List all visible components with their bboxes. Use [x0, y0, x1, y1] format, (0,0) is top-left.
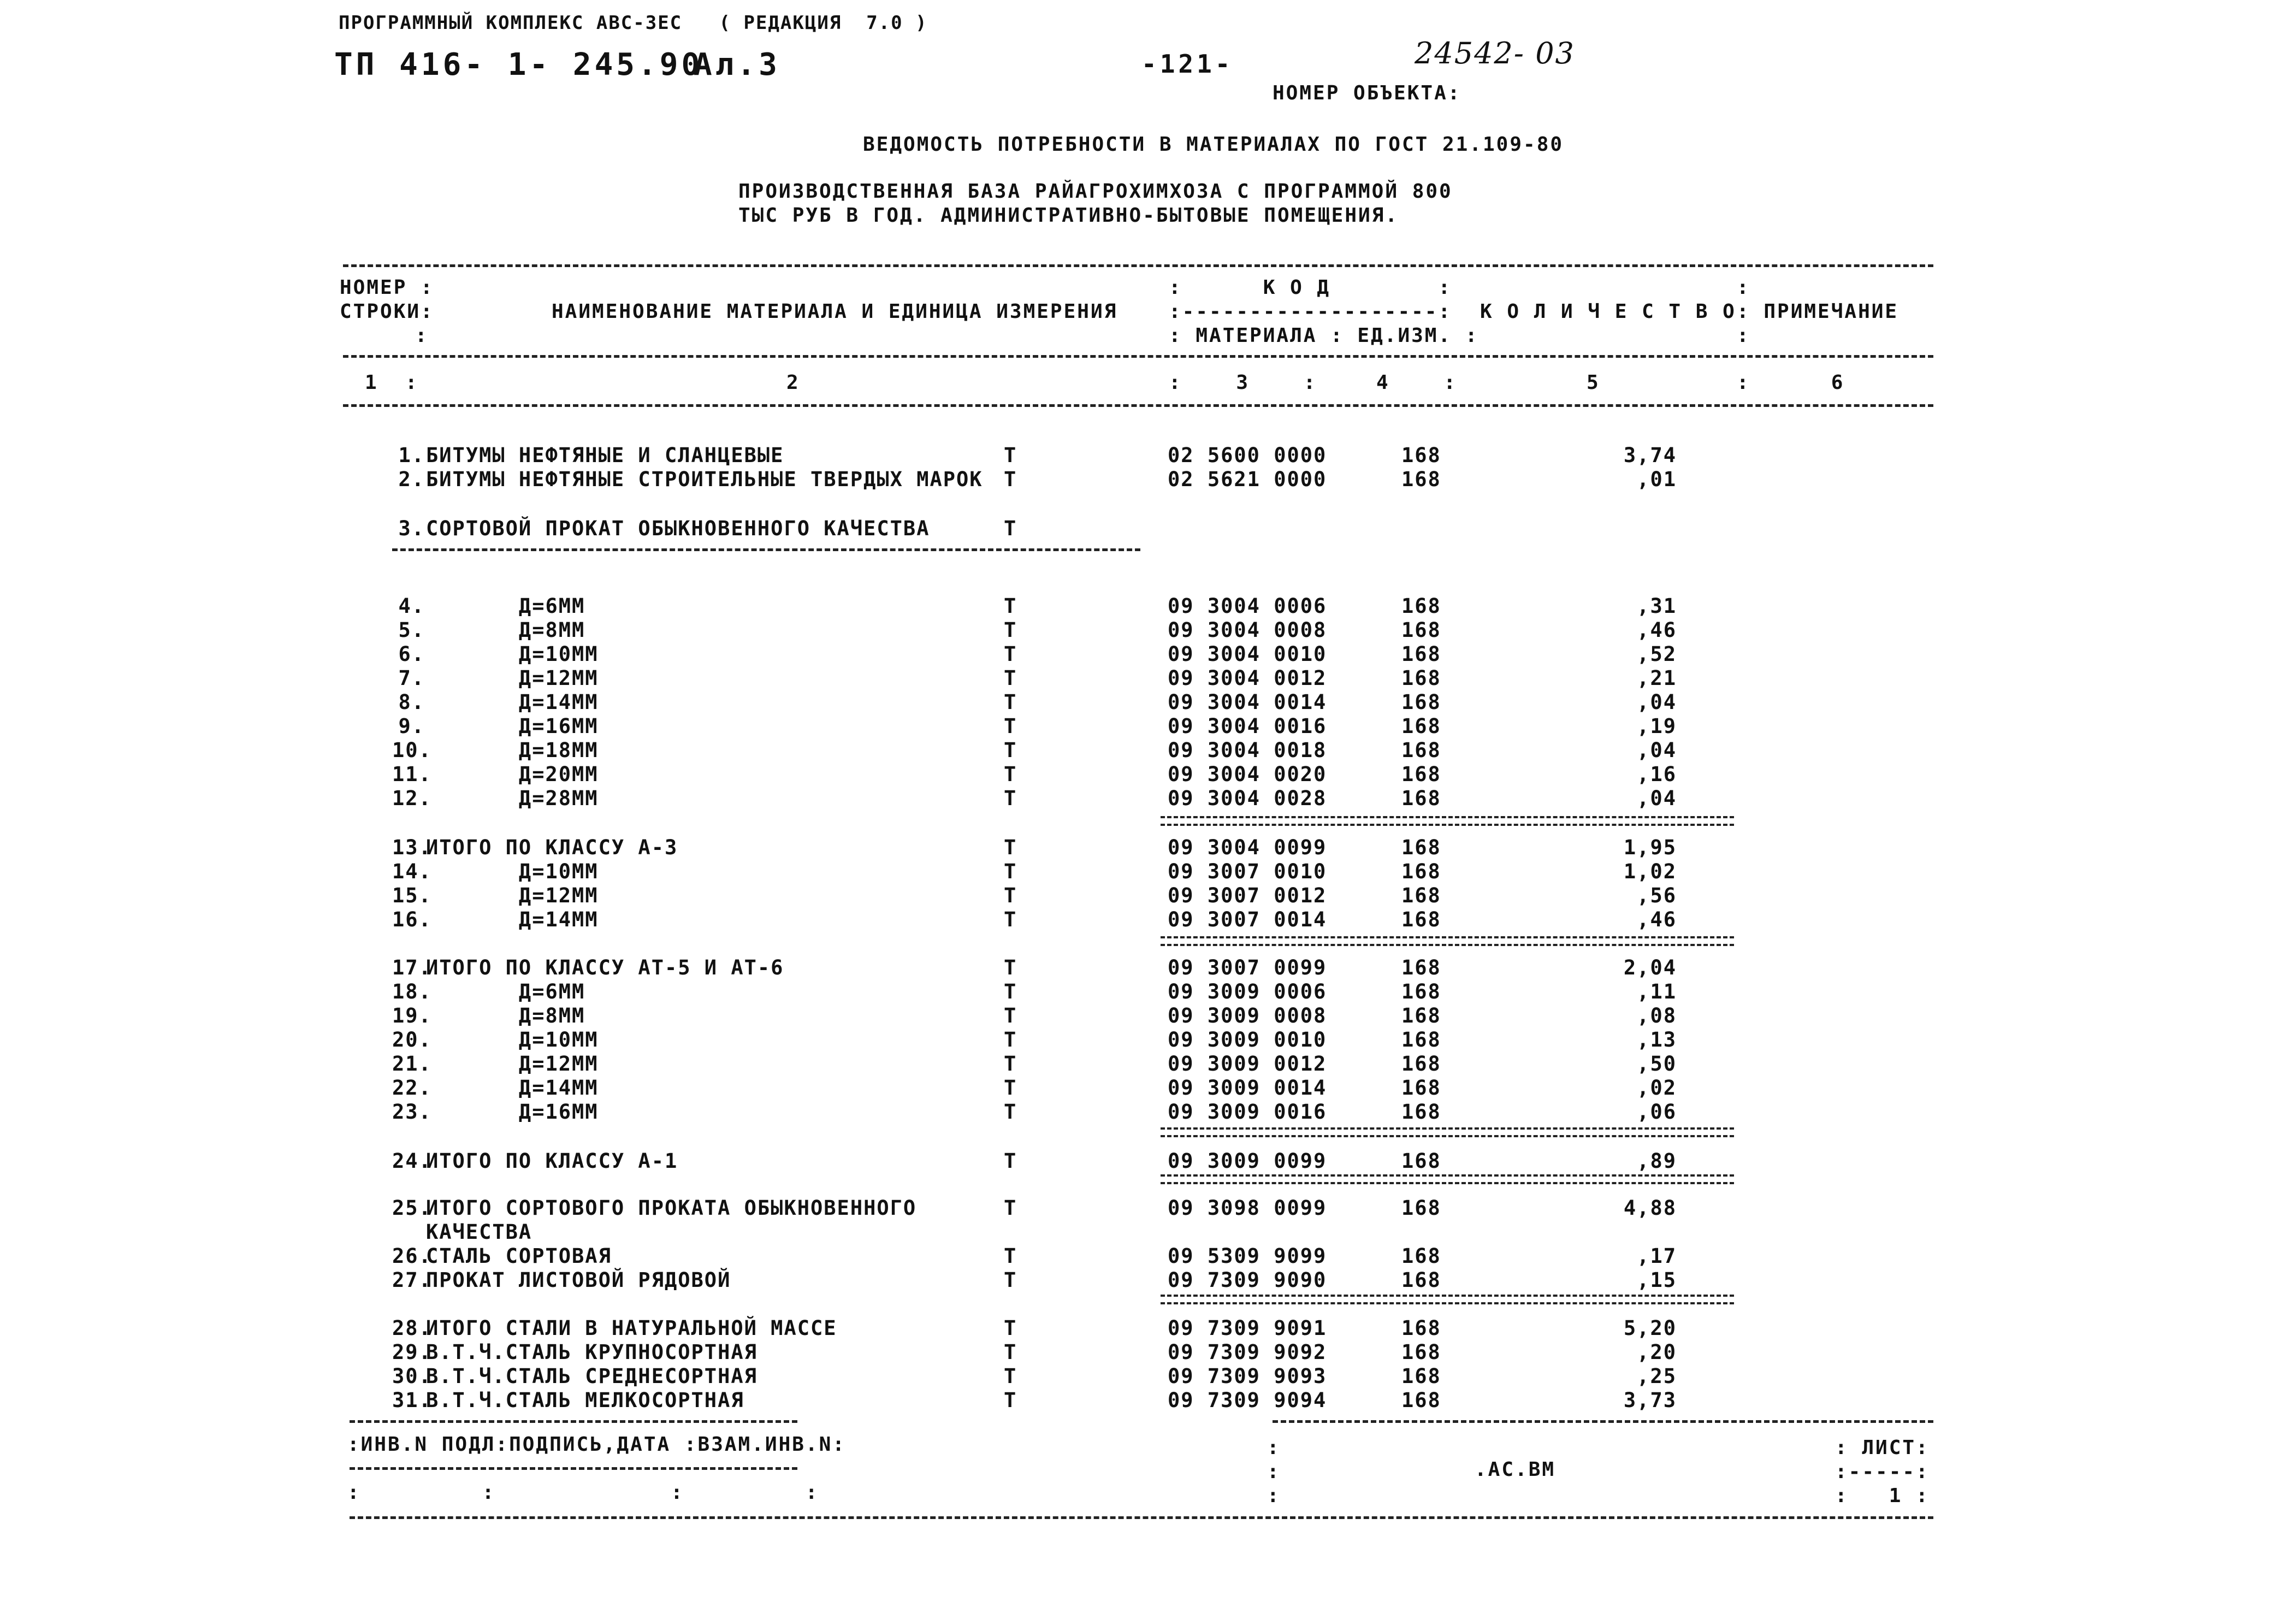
quantity: ,04 — [1637, 787, 1677, 810]
unit-of-measure: Т — [1004, 517, 1017, 540]
unit-code: 168 — [1401, 690, 1441, 714]
material-name: БИТУМЫ НЕФТЯНЫЕ СТРОИТЕЛЬНЫЕ ТВЕРДЫХ МАРОК — [426, 468, 983, 491]
project-title-line1: ПРОИЗВОДСТВЕННАЯ БАЗА РАЙАГРОХИМХОЗА С ПРОГРАММОЙ 800 — [738, 180, 1453, 203]
stamp-colon-top: : — [1267, 1437, 1281, 1459]
unit-code: 168 — [1401, 1052, 1441, 1076]
material-name: Д=16ММ — [426, 714, 599, 738]
subtotal-rule-3 — [1161, 1127, 1734, 1137]
row-number: 18. — [392, 980, 432, 1003]
material-name: КАЧЕСТВА — [426, 1220, 532, 1244]
stamp-top-rule — [350, 1420, 797, 1423]
quantity: 1,95 — [1623, 836, 1677, 859]
project-title-line2: ТЫС РУБ В ГОД. АДМИНИСТРАТИВНО-БЫТОВЫЕ ПОМЕЩЕНИЯ. — [738, 204, 1399, 227]
row-number: 31. — [392, 1388, 432, 1412]
statement-title: ВЕДОМОСТЬ ПОТРЕБНОСТИ В МАТЕРИАЛАХ ПО ГОСТ 21.109-80 — [863, 133, 1564, 156]
unit-code: 168 — [1401, 642, 1441, 666]
col-num-6: : 6 — [1737, 371, 1845, 394]
quantity: 3,74 — [1623, 444, 1677, 467]
row-number: 9. — [398, 714, 425, 738]
subtotal-rule-2 — [1161, 936, 1734, 946]
unit-of-measure: Т — [1004, 1149, 1017, 1173]
quantity: ,13 — [1637, 1028, 1677, 1051]
quantity: ,46 — [1637, 908, 1677, 931]
unit-code: 168 — [1401, 666, 1441, 690]
material-name: Д=12ММ — [426, 1052, 599, 1076]
unit-code: 168 — [1401, 1268, 1441, 1292]
material-name: Д=6ММ — [426, 980, 585, 1003]
material-code: 09 3009 0014 — [1168, 1076, 1327, 1100]
unit-of-measure: Т — [1004, 618, 1017, 642]
quantity: ,04 — [1637, 690, 1677, 714]
quantity: ,17 — [1637, 1244, 1677, 1268]
hdr-code-subcols: : МАТЕРИАЛА : ЕД.ИЗМ. : — [1169, 324, 1479, 347]
material-name: Д=8ММ — [426, 618, 585, 642]
quantity: ,31 — [1637, 594, 1677, 618]
hdr-code-top: : К О Д : — [1169, 276, 1452, 299]
unit-of-measure: Т — [1004, 444, 1017, 467]
col-num-5: 5 — [1587, 371, 1600, 394]
unit-code: 168 — [1401, 444, 1441, 467]
unit-code: 168 — [1401, 1149, 1441, 1173]
row-number: 20. — [392, 1028, 432, 1051]
row-number: 14. — [392, 860, 432, 883]
quantity: ,01 — [1637, 468, 1677, 491]
row-number: 25. — [392, 1196, 432, 1220]
material-code: 09 3004 0028 — [1168, 787, 1327, 810]
row-number: 6. — [398, 642, 425, 666]
row-number: 26. — [392, 1244, 432, 1268]
material-name: В.Т.Ч.СТАЛЬ СРЕДНЕСОРТНАЯ — [426, 1364, 758, 1388]
unit-of-measure: Т — [1004, 738, 1017, 762]
material-code: 09 3009 0006 — [1168, 980, 1327, 1003]
hdr-row-no-3: : — [415, 324, 429, 347]
stamp-colon-mid: : — [1267, 1461, 1281, 1483]
material-name: В.Т.Ч.СТАЛЬ МЕЛКОСОРТНАЯ — [426, 1388, 744, 1412]
row-number: 1. — [398, 444, 425, 467]
stamp-mid-rule — [350, 1467, 797, 1470]
material-code: 09 3004 0014 — [1168, 690, 1327, 714]
unit-of-measure: Т — [1004, 763, 1017, 786]
material-name: Д=28ММ — [426, 787, 599, 810]
material-code: 09 7309 9092 — [1168, 1340, 1327, 1364]
row-number: 3. — [398, 517, 425, 540]
material-name: Д=10ММ — [426, 642, 599, 666]
col-num-4: 4 : — [1376, 371, 1458, 394]
material-code: 09 7309 9094 — [1168, 1388, 1327, 1412]
material-name: ИТОГО СТАЛИ В НАТУРАЛЬНОЙ МАССЕ — [426, 1316, 837, 1340]
quantity: ,46 — [1637, 618, 1677, 642]
row-number: 16. — [392, 908, 432, 931]
material-name: ИТОГО ПО КЛАССУ АТ-5 И АТ-6 — [426, 956, 784, 979]
quantity: ,20 — [1637, 1340, 1677, 1364]
unit-code: 168 — [1401, 956, 1441, 979]
row-number: 29. — [392, 1340, 432, 1364]
material-name: ИТОГО ПО КЛАССУ А-3 — [426, 836, 678, 859]
unit-of-measure: Т — [1004, 1076, 1017, 1100]
material-code: 02 5621 0000 — [1168, 468, 1327, 491]
hdr-code-divider: :-------------------: — [1169, 300, 1452, 323]
material-name: ИТОГО СОРТОВОГО ПРОКАТА ОБЫКНОВЕННОГО — [426, 1196, 917, 1220]
unit-code: 168 — [1401, 1196, 1441, 1220]
hdr-note: : ПРИМЕЧАНИЕ — [1737, 300, 1899, 323]
unit-of-measure: Т — [1004, 468, 1017, 491]
material-code: 09 3098 0099 — [1168, 1196, 1327, 1220]
unit-code: 168 — [1401, 1388, 1441, 1412]
material-name: Д=12ММ — [426, 666, 599, 690]
quantity: 2,04 — [1623, 956, 1677, 979]
material-code: 09 3004 0020 — [1168, 763, 1327, 786]
row-number: 5. — [398, 618, 425, 642]
unit-code: 168 — [1401, 1100, 1441, 1124]
quantity: ,89 — [1637, 1149, 1677, 1173]
row-number: 17. — [392, 956, 432, 979]
unit-of-measure: Т — [1004, 594, 1017, 618]
page-number: -121- — [1141, 49, 1234, 79]
sheet-number: : 1 : — [1835, 1485, 1930, 1507]
material-name: БИТУМЫ НЕФТЯНЫЕ И СЛАНЦЕВЫЕ — [426, 444, 784, 467]
unit-of-measure: Т — [1004, 787, 1017, 810]
unit-of-measure: Т — [1004, 714, 1017, 738]
hdr-note-top: : — [1737, 276, 1750, 299]
unit-code: 168 — [1401, 1340, 1441, 1364]
material-code: 09 3009 0012 — [1168, 1052, 1327, 1076]
material-name: Д=16ММ — [426, 1100, 599, 1124]
unit-of-measure: Т — [1004, 1244, 1017, 1268]
hdr-row-no-2: СТРОКИ: — [340, 300, 434, 323]
row-number: 10. — [392, 738, 432, 762]
material-name: Д=18ММ — [426, 738, 599, 762]
row-number: 21. — [392, 1052, 432, 1076]
document-code: ТП 416- 1- 245.90 — [334, 47, 703, 82]
quantity: 4,88 — [1623, 1196, 1677, 1220]
material-code: 09 3007 0010 — [1168, 860, 1327, 883]
material-name: СТАЛЬ СОРТОВАЯ — [426, 1244, 612, 1268]
sheet-label: : ЛИСТ: — [1835, 1437, 1930, 1459]
unit-code: 168 — [1401, 618, 1441, 642]
section-underline — [392, 548, 1140, 551]
material-code: 09 3007 0014 — [1168, 908, 1327, 931]
quantity: 1,02 — [1623, 860, 1677, 883]
row-number: 22. — [392, 1076, 432, 1100]
row-number: 28. — [392, 1316, 432, 1340]
table-top-rule — [343, 264, 1933, 267]
unit-of-measure: Т — [1004, 666, 1017, 690]
unit-of-measure: Т — [1004, 956, 1017, 979]
quantity: ,04 — [1637, 738, 1677, 762]
row-number: 2. — [398, 468, 425, 491]
unit-code: 168 — [1401, 1076, 1441, 1100]
hdr-note-bottom: : — [1737, 324, 1750, 347]
hdr-row-no-1: НОМЕР : — [340, 276, 434, 299]
col-num-2: 2 — [786, 371, 800, 394]
unit-code: 168 — [1401, 1316, 1441, 1340]
material-code: 09 3004 0010 — [1168, 642, 1327, 666]
quantity: ,02 — [1637, 1076, 1677, 1100]
unit-code: 168 — [1401, 1028, 1441, 1051]
stamp-colon-bottom: : — [1267, 1485, 1281, 1507]
row-number: 13. — [392, 836, 432, 859]
unit-of-measure: Т — [1004, 1100, 1017, 1124]
material-code: 02 5600 0000 — [1168, 444, 1327, 467]
handwritten-number: 24542- 03 — [1415, 36, 1575, 70]
material-name: Д=14ММ — [426, 908, 599, 931]
quantity: ,52 — [1637, 642, 1677, 666]
program-name: ПРОГРАММНЫЙ КОМПЛЕКС АВС-3ЕС ( РЕДАКЦИЯ 7.0 ) — [339, 12, 928, 34]
unit-of-measure: Т — [1004, 1052, 1017, 1076]
unit-code: 168 — [1401, 860, 1441, 883]
material-name: Д=14ММ — [426, 690, 599, 714]
unit-of-measure: Т — [1004, 860, 1017, 883]
material-code: 09 7309 9093 — [1168, 1364, 1327, 1388]
quantity: ,16 — [1637, 763, 1677, 786]
quantity: ,50 — [1637, 1052, 1677, 1076]
quantity: ,56 — [1637, 884, 1677, 907]
unit-code: 168 — [1401, 884, 1441, 907]
row-number: 11. — [392, 763, 432, 786]
material-name: Д=20ММ — [426, 763, 599, 786]
subtotal-rule-4 — [1161, 1174, 1734, 1184]
unit-code: 168 — [1401, 1364, 1441, 1388]
material-name: Д=8ММ — [426, 1004, 585, 1027]
quantity: ,21 — [1637, 666, 1677, 690]
unit-code: 168 — [1401, 1244, 1441, 1268]
unit-code: 168 — [1401, 714, 1441, 738]
material-code: 09 3004 0016 — [1168, 714, 1327, 738]
page-bottom-rule — [350, 1516, 1933, 1519]
row-number: 8. — [398, 690, 425, 714]
unit-of-measure: Т — [1004, 1340, 1017, 1364]
quantity: ,15 — [1637, 1268, 1677, 1292]
row-number: 23. — [392, 1100, 432, 1124]
unit-of-measure: Т — [1004, 980, 1017, 1003]
sheet-separator: :-----: — [1835, 1461, 1930, 1483]
material-name: Д=6ММ — [426, 594, 585, 618]
unit-code: 168 — [1401, 1004, 1441, 1027]
material-name: СОРТОВОЙ ПРОКАТ ОБЫКНОВЕННОГО КАЧЕСТВА — [426, 517, 930, 540]
header-mid-rule — [343, 355, 1933, 358]
unit-code: 168 — [1401, 594, 1441, 618]
unit-of-measure: Т — [1004, 908, 1017, 931]
unit-of-measure: Т — [1004, 690, 1017, 714]
hdr-material-name: НАИМЕНОВАНИЕ МАТЕРИАЛА И ЕДИНИЦА ИЗМЕРЕНИЯ — [552, 300, 1118, 323]
material-code: 09 3004 0006 — [1168, 594, 1327, 618]
unit-of-measure: Т — [1004, 884, 1017, 907]
material-code: 09 7309 9090 — [1168, 1268, 1327, 1292]
unit-of-measure: Т — [1004, 836, 1017, 859]
col-num-1: 1 : — [365, 371, 419, 394]
material-code: 09 3007 0099 — [1168, 956, 1327, 979]
material-name: Д=10ММ — [426, 860, 599, 883]
album-number: Ал.3 — [694, 47, 780, 82]
unit-of-measure: Т — [1004, 1196, 1017, 1220]
material-name: Д=10ММ — [426, 1028, 599, 1051]
object-number-label: НОМЕР ОБЪЕКТА: — [1273, 82, 1461, 104]
unit-code: 168 — [1401, 468, 1441, 491]
material-name: ПРОКАТ ЛИСТОВОЙ РЯДОВОЙ — [426, 1268, 731, 1292]
row-number: 30. — [392, 1364, 432, 1388]
row-number: 12. — [392, 787, 432, 810]
material-code: 09 7309 9091 — [1168, 1316, 1327, 1340]
row-number: 19. — [392, 1004, 432, 1027]
unit-code: 168 — [1401, 908, 1441, 931]
row-number: 7. — [398, 666, 425, 690]
unit-code: 168 — [1401, 836, 1441, 859]
quantity: 5,20 — [1623, 1316, 1677, 1340]
document-mark: .АС.ВМ — [1475, 1458, 1556, 1481]
material-name: В.Т.Ч.СТАЛЬ КРУПНОСОРТНАЯ — [426, 1340, 758, 1364]
material-code: 09 3009 0016 — [1168, 1100, 1327, 1124]
quantity: ,11 — [1637, 980, 1677, 1003]
material-code: 09 3004 0008 — [1168, 618, 1327, 642]
unit-of-measure: Т — [1004, 1388, 1017, 1412]
quantity: 3,73 — [1623, 1388, 1677, 1412]
material-name: Д=14ММ — [426, 1076, 599, 1100]
unit-code: 168 — [1401, 738, 1441, 762]
quantity: ,06 — [1637, 1100, 1677, 1124]
unit-of-measure: Т — [1004, 1028, 1017, 1051]
header-bottom-rule — [343, 404, 1933, 407]
unit-of-measure: Т — [1004, 642, 1017, 666]
stamp-top-rule-right — [1273, 1420, 1933, 1423]
material-code: 09 5309 9099 — [1168, 1244, 1327, 1268]
stamp-labels: :ИНВ.N ПОДЛ:ПОДПИСЬ,ДАТА :ВЗАМ.ИНВ.N: — [347, 1433, 846, 1456]
hdr-quantity: К О Л И Ч Е С Т В О — [1480, 300, 1736, 323]
material-code: 09 3007 0012 — [1168, 884, 1327, 907]
subtotal-rule-1 — [1161, 816, 1734, 826]
material-name: ИТОГО ПО КЛАССУ А-1 — [426, 1149, 678, 1173]
material-code: 09 3004 0099 — [1168, 836, 1327, 859]
quantity: ,19 — [1637, 714, 1677, 738]
row-number: 4. — [398, 594, 425, 618]
unit-of-measure: Т — [1004, 1316, 1017, 1340]
quantity: ,08 — [1637, 1004, 1677, 1027]
row-number: 15. — [392, 884, 432, 907]
unit-of-measure: Т — [1004, 1004, 1017, 1027]
stamp-empty-cells: : : : : — [347, 1481, 819, 1504]
unit-code: 168 — [1401, 787, 1441, 810]
material-code: 09 3009 0008 — [1168, 1004, 1327, 1027]
material-name: Д=12ММ — [426, 884, 599, 907]
col-num-3: : 3 : — [1169, 371, 1317, 394]
row-number: 24. — [392, 1149, 432, 1173]
quantity: ,25 — [1637, 1364, 1677, 1388]
unit-code: 168 — [1401, 763, 1441, 786]
material-code: 09 3009 0099 — [1168, 1149, 1327, 1173]
material-code: 09 3009 0010 — [1168, 1028, 1327, 1051]
row-number: 27. — [392, 1268, 432, 1292]
unit-of-measure: Т — [1004, 1364, 1017, 1388]
material-code: 09 3004 0018 — [1168, 738, 1327, 762]
unit-code: 168 — [1401, 980, 1441, 1003]
material-code: 09 3004 0012 — [1168, 666, 1327, 690]
subtotal-rule-5 — [1161, 1295, 1734, 1304]
unit-of-measure: Т — [1004, 1268, 1017, 1292]
